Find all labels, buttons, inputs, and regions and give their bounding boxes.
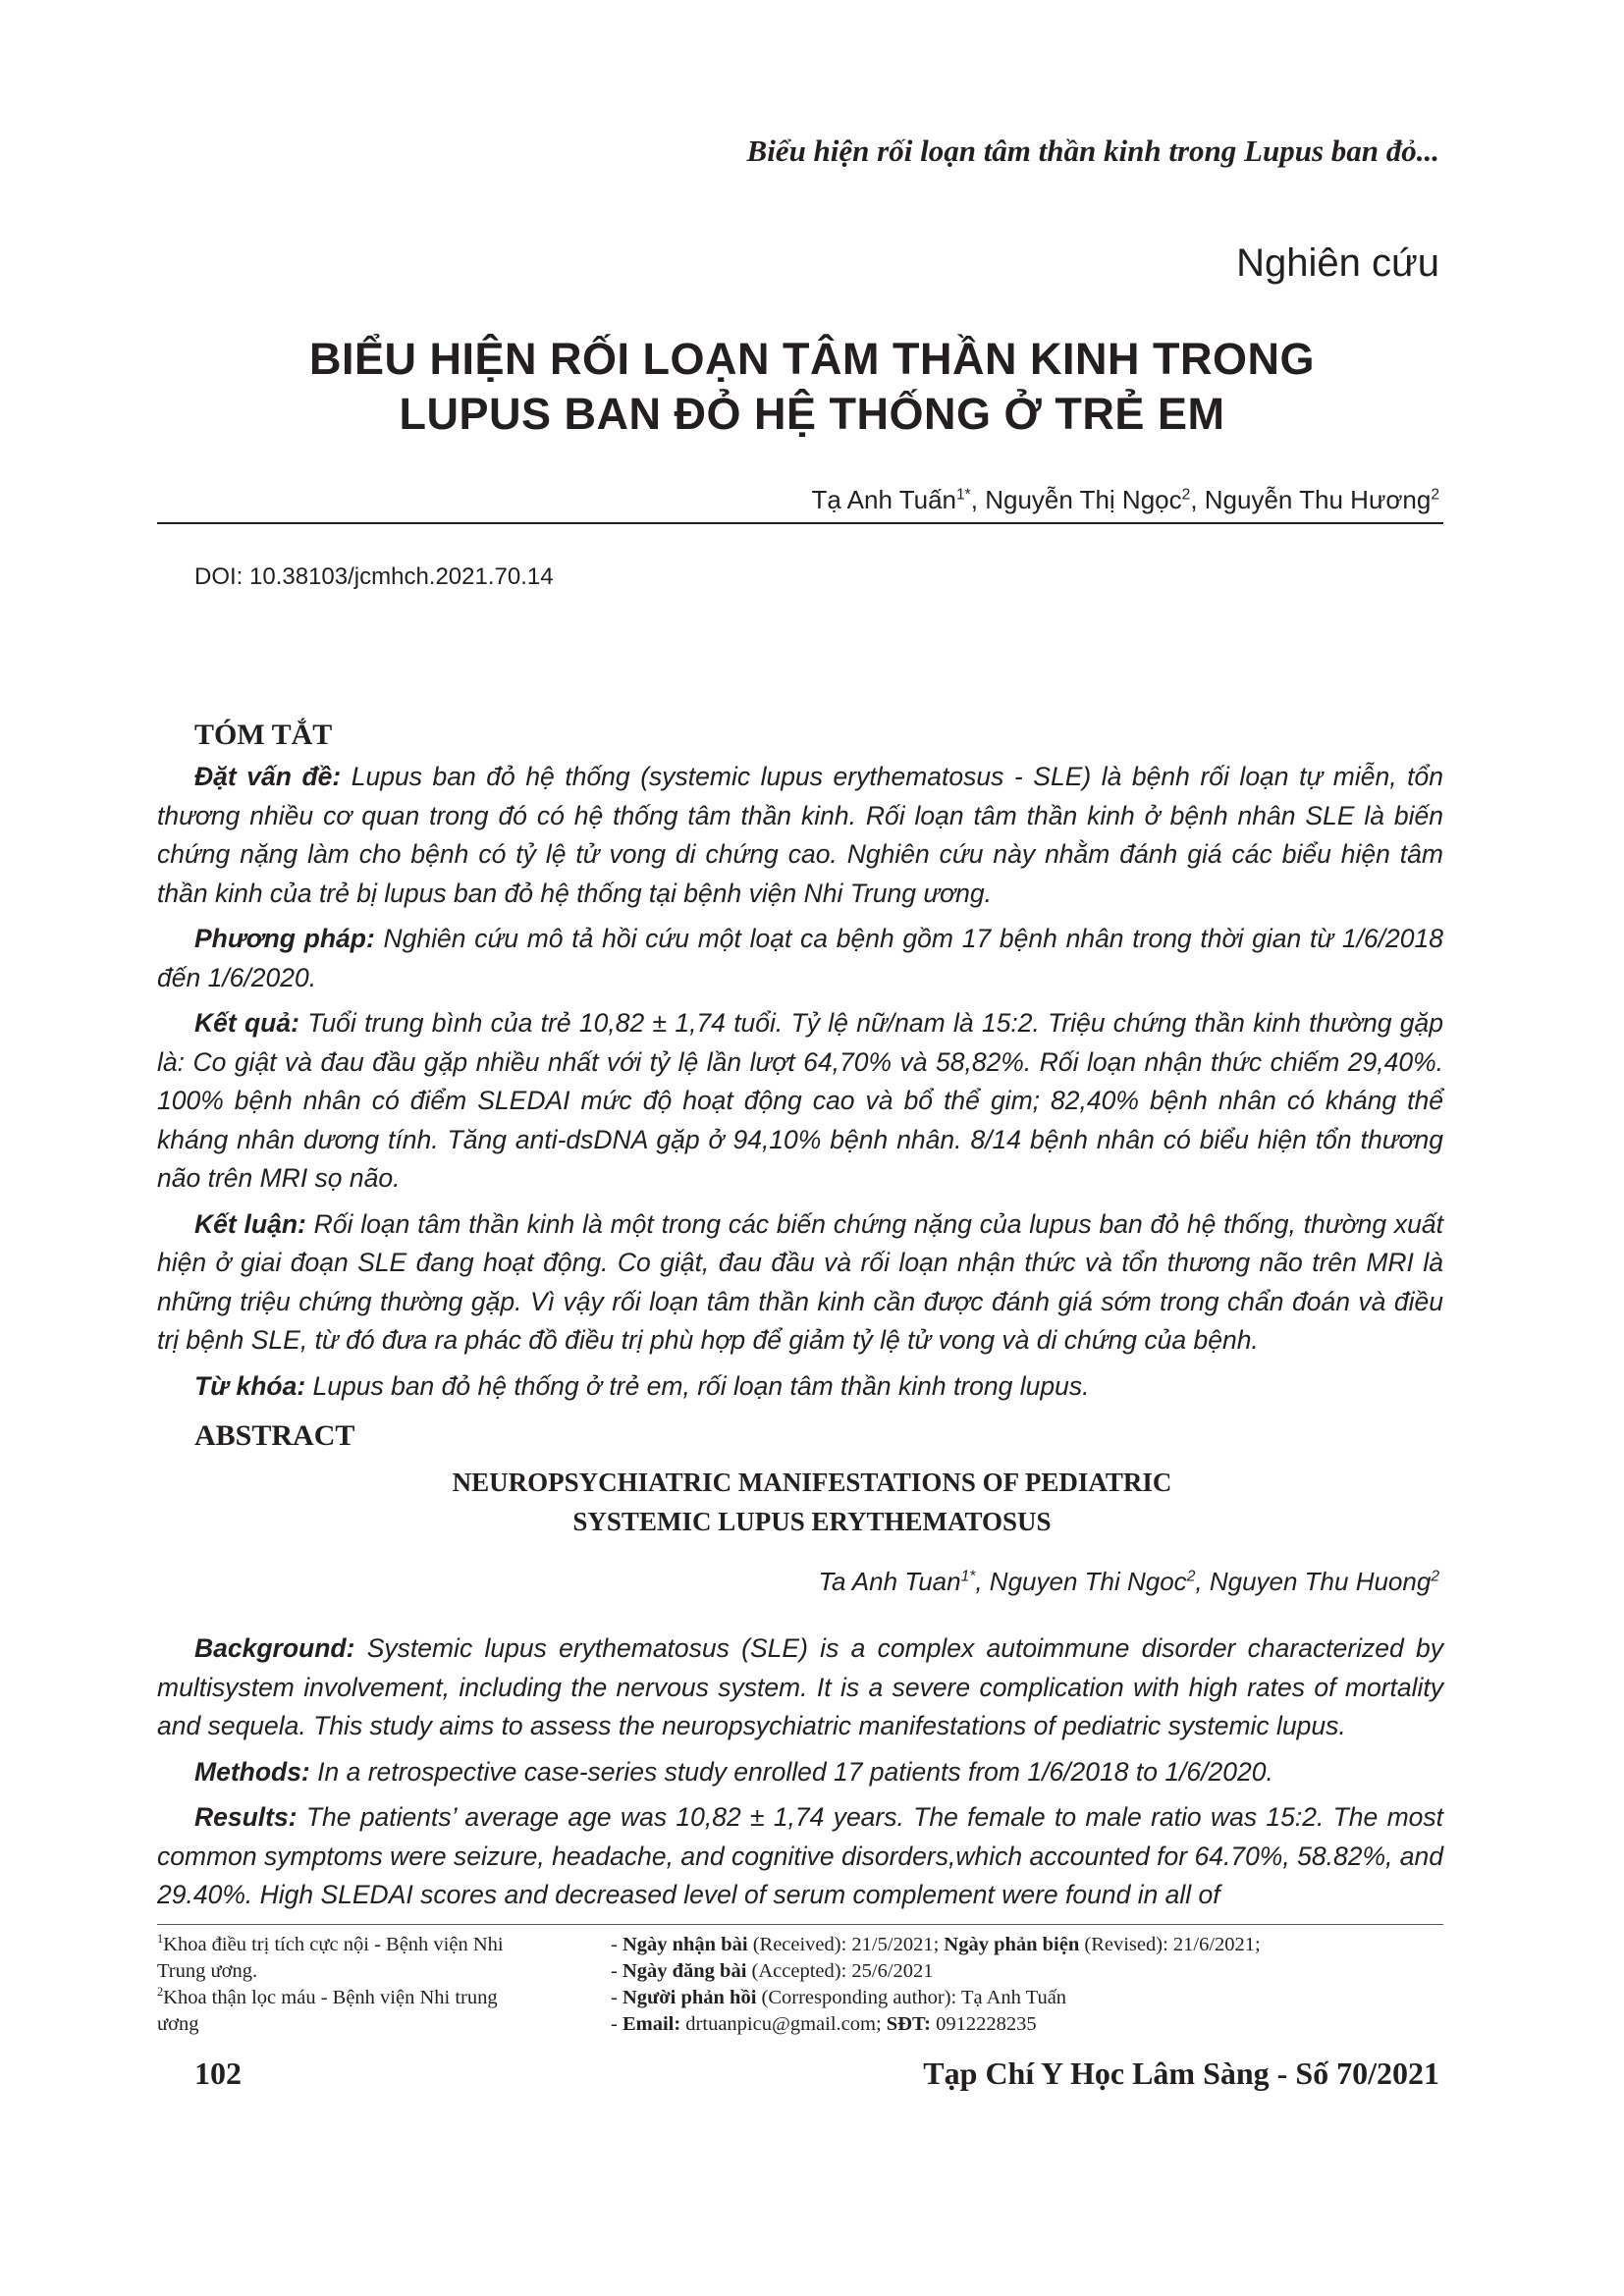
abstract-results-text: The patients’ average age was 10,82 ± 1,74 years. The female to male ratio was 15:2. The most common symptoms were seizure, headache, and cognitive disorders,which accounted for 64.70%, 58.82%, and 29.40%. High SLEDAI scores and decreased level of serum complement were found in all of (157, 1802, 1443, 1909)
affiliation-marker: 1 (157, 1932, 164, 1947)
running-head: Biểu hiện rối loạn tâm thần kinh trong Lupus ban đỏ... (746, 133, 1439, 168)
summary-heading: TÓM TẮT (194, 719, 333, 751)
affiliation-text: Trung ương. (157, 1960, 258, 1982)
email-text: drtuanpicu@gmail.com; (680, 2013, 887, 2035)
article-title (157, 332, 1467, 442)
affiliations (157, 1932, 589, 2038)
summary-methods-label: Phương pháp: (194, 924, 375, 953)
summary-methods-text: Nghiên cứu mô tả hồi cứu một loạt ca bệnh gồm 17 bệnh nhân trong thời gian từ 1/6/2018 đến 1/6/2020. (157, 924, 1443, 992)
author-2-affiliation: 2 (1181, 486, 1191, 504)
abstract-methods (157, 1753, 1443, 1792)
author-3-en-affiliation: 2 (1431, 1568, 1439, 1585)
summary-keywords-label: Từ khóa: (194, 1370, 306, 1401)
dates-line-accepted (611, 1958, 1455, 1985)
authors-english (819, 1567, 1439, 1597)
contact-line (611, 2011, 1455, 2038)
title-line-1: BIỂU HIỆN RỐI LOẠN TÂM THẦN KINH TRONG (309, 334, 1315, 384)
corresponding-label: Người phản hồi (622, 1987, 757, 2008)
accepted-text: (Accepted): 25/6/2021 (746, 1960, 934, 1982)
author-1-en: Ta Anh Tuan (818, 1567, 961, 1596)
summary-methods (157, 920, 1443, 997)
corresponding-author-line (611, 1985, 1455, 2011)
author-3: Nguyễn Thu Hương (1204, 485, 1432, 514)
summary-keywords (157, 1367, 1443, 1407)
abstract-background-label: Background: (194, 1633, 355, 1663)
page-number: 102 (194, 2056, 242, 2091)
received-label: Ngày nhận bài (622, 1934, 748, 1955)
summary-vietnamese (157, 758, 1443, 1413)
corresponding-text: (Corresponding author): Tạ Anh Tuấn (756, 1987, 1067, 2008)
abstract-results (157, 1798, 1443, 1915)
accepted-label: Ngày đăng bài (622, 1960, 747, 1982)
author-3-en: Nguyen Thu Huong (1209, 1567, 1432, 1596)
dash: - (611, 1960, 623, 1982)
author-2-en-affiliation: 2 (1186, 1568, 1196, 1585)
revised-label: Ngày phản biện (944, 1934, 1080, 1955)
doi: DOI: 10.38103/jcmhch.2021.70.14 (194, 563, 554, 590)
author-separator: , (1195, 1567, 1210, 1596)
dash: - (611, 2013, 623, 2035)
footnote-rule (157, 1924, 1443, 1925)
dates-line-received (611, 1932, 1455, 1958)
author-separator: , (1190, 485, 1205, 514)
abstract-english (157, 1629, 1443, 1922)
author-separator: , (975, 1567, 990, 1596)
affiliation-line (157, 1985, 589, 2011)
affiliation-text: ương (157, 2013, 199, 2035)
revised-text: (Revised): 21/6/2021; (1079, 1934, 1261, 1955)
abstract-methods-text: In a retrospective case-series study enrolled 17 patients from 1/6/2018 to 1/6/2020. (309, 1756, 1273, 1787)
summary-background-text: Lupus ban đỏ hệ thống (systemic lupus erythematosus - SLE) là bệnh rối loạn tự miễn, tổn thương nhiều cơ quan trong đó có hệ thống tâm thần kinh. Rối loạn tâm thần kinh ở bệnh nhân SLE là biến chứng nặng làm cho bệnh có tỷ lệ tử vong di chứng cao. Nghiên cứu này nhằm đánh giá các biểu hiện tâm thần kinh của trẻ bị lupus ban đỏ hệ thống tại bệnh viện Nhi Trung ương. (157, 762, 1443, 908)
summary-results (157, 1004, 1443, 1199)
author-2: Nguyễn Thị Ngọc (985, 485, 1182, 514)
affiliation-line (157, 1958, 589, 1985)
author-2-en: Nguyen Thi Ngoc (989, 1567, 1187, 1596)
author-separator: , (970, 485, 986, 514)
phone-label: SĐT: (886, 2013, 931, 2035)
summary-results-text: Tuổi trung bình của trẻ 10,82 ± 1,74 tuổi. Tỷ lệ nữ/nam là 15:2. Triệu chứng thần kinh thường gặp là: Co giật và đau đầu gặp nhiều nhất với tỷ lệ lần lượt 64,70% và 58,82%. Rối loạn nhận thức chiếm 29,40%. 100% bệnh nhân có điểm SLEDAI mức độ hoạt động cao và bổ thể gim; 82,40% bệnh nhân có kháng thể kháng nhân dương tính. Tăng anti-dsDNA gặp ở 94,10% bệnh nhân. 8/14 bệnh nhân có biểu hiện tổn thương não trên MRI sọ não. (157, 1008, 1444, 1193)
abstract-title-line-1: NEUROPSYCHIATRIC MANIFESTATIONS OF PEDIATRIC (452, 1468, 1172, 1497)
journal-name: Tạp Chí Y Học Lâm Sàng - Số 70/2021 (923, 2056, 1439, 2091)
affiliation-text: Khoa điều trị tích cực nội - Bệnh viện Nhi (163, 1934, 504, 1955)
author-1-en-affiliation: 1* (960, 1568, 976, 1585)
abstract-results-label: Results: (194, 1802, 298, 1832)
summary-keywords-text: Lupus ban đỏ hệ thống ở trẻ em, rối loạn tâm thần kinh trong lupus. (305, 1370, 1090, 1401)
summary-conclusion-text: Rối loạn tâm thần kinh là một trong các biến chứng nặng của lupus ban đỏ hệ thống, thường xuất hiện ở giai đoạn SLE đang hoạt động. Co giật, đau đầu và rối loạn nhận thức và tổn thương não trên MRI là những triệu chứng thường gặp. Vì vậy rối loạn tâm thần kinh cần được đánh giá sớm trong chẩn đoán và điều trị bệnh SLE, từ đó đưa ra phác đồ điều trị phù hợp để giảm tỷ lệ tử vong và di chứng của bệnh. (157, 1208, 1443, 1355)
affiliation-marker: 2 (157, 1985, 164, 2000)
article-dates (611, 1932, 1455, 2038)
abstract-title-line-2: SYSTEMIC LUPUS ERYTHEMATOSUS (572, 1507, 1052, 1536)
summary-conclusion-label: Kết luận: (194, 1208, 306, 1239)
title-line-2: LUPUS BAN ĐỎ HỆ THỐNG Ở TRẺ EM (399, 389, 1225, 439)
email-label: Email: (622, 2013, 681, 2035)
affiliation-line (157, 1932, 589, 1958)
phone-text: 0912228235 (930, 2013, 1037, 2035)
dash: - (611, 1987, 623, 2008)
author-1-affiliation: 1* (956, 486, 971, 504)
dash: - (611, 1934, 623, 1955)
summary-background (157, 758, 1443, 913)
affiliation-text: Khoa thận lọc máu - Bệnh viện Nhi trung (163, 1987, 498, 2008)
section-label: Nghiên cứu (1236, 241, 1439, 285)
abstract-background (157, 1629, 1443, 1746)
author-1: Tạ Anh Tuấn (811, 485, 956, 514)
authors-vietnamese (812, 485, 1439, 515)
header-rule (157, 522, 1443, 524)
abstract-heading: ABSTRACT (194, 1419, 355, 1452)
received-text: (Received): 21/5/2021; (747, 1934, 945, 1955)
abstract-methods-label: Methods: (194, 1756, 310, 1787)
affiliation-line (157, 2011, 589, 2038)
abstract-background-text: Systemic lupus erythematosus (SLE) is a complex autoimmune disorder characterized by multisystem involvement, including the nervous system. It is a severe complication with high rates of mortality and sequela. This study aims to assess the neuropsychiatric manifestations of pediatric systemic lupus. (157, 1633, 1443, 1740)
summary-background-label: Đặt vấn đề: (194, 762, 342, 791)
abstract-title (157, 1463, 1467, 1541)
summary-conclusion (157, 1205, 1443, 1361)
author-3-affiliation: 2 (1431, 486, 1439, 504)
summary-results-label: Kết quả: (194, 1008, 299, 1038)
